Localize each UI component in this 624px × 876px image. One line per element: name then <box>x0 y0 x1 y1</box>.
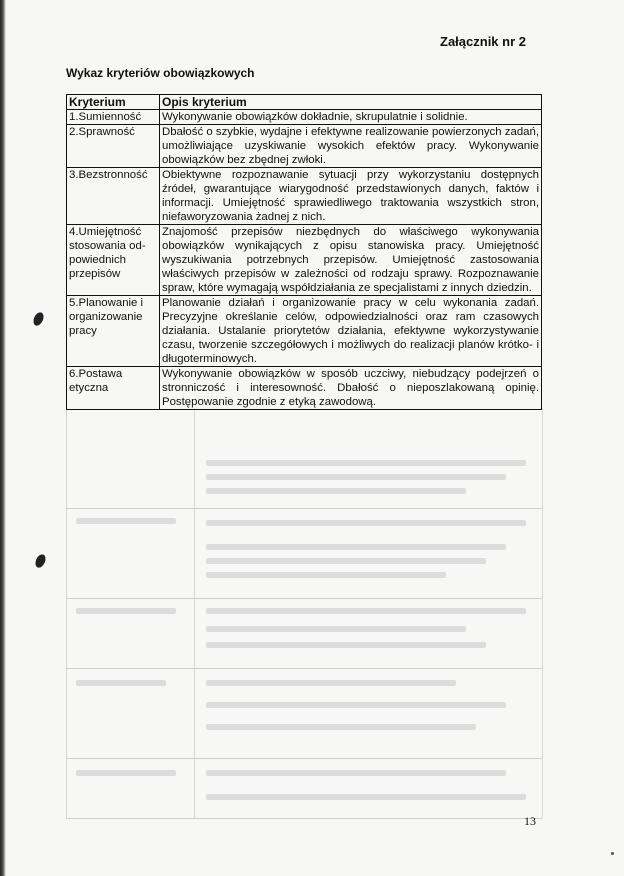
table-row <box>67 296 542 367</box>
punch-hole-mark <box>31 311 45 327</box>
table-row <box>67 125 542 168</box>
description-cell: Wykonywanie obowiązków w sposób uczciwy, niebudzący podejrzeń o stronniczość i interesowność. Dbałość o nieposzlakowaną opinię. Postępowanie zgodnie z etyką zawodową. <box>160 367 542 410</box>
description-cell: Wykonywanie obowiązków dokładnie, skrupulatnie i solidnie. <box>160 110 542 125</box>
description-cell: Obiektywne rozpoznawanie sytuacji przy wykorzystaniu dostępnych źródeł, gwarantujące wiarygodność przedstawionych danych, faktów i informacji. Umiejętność sprawiedliwego traktowania wszystkich stron, niefaworyzowania żadnej z nich. <box>160 168 542 225</box>
table-row <box>67 367 542 410</box>
table-header-row <box>67 95 542 110</box>
scan-speck <box>611 852 614 855</box>
criterion-cell: 3.Bezstronność <box>67 168 160 225</box>
header-criterion: Kryterium <box>67 95 160 110</box>
page-number: 13 <box>524 814 536 828</box>
criterion-cell: 1.Sumienność <box>67 110 160 125</box>
criterion-cell: 2.Sprawność <box>67 125 160 168</box>
criterion-cell: 6.Postawa etyczna <box>67 367 160 410</box>
punch-hole-mark <box>33 553 47 569</box>
criteria-table <box>66 94 542 410</box>
description-cell: Planowanie działań i organizowanie pracy w celu wykonania zadań. Precyzyjne określanie celów, odpowiedzialności oraz ram czasowych działania. Ustalanie priorytetów działania, efektywne wykorzystywanie czasu, tworzenie szczegółowych i możliwych do realizacji planów krótko- i długoterminowych. <box>160 296 542 367</box>
header-description: Opis kryterium <box>160 95 542 110</box>
scan-edge-shadow <box>0 0 6 876</box>
description-cell: Dbałość o szybkie, wydajne i efektywne realizowanie powierzonych zadań, umożliwiające uzyskiwanie wysokich efektów pracy. Wykonywanie obowiązków bez zbędnej zwłoki. <box>160 125 542 168</box>
attachment-label: Załącznik nr 2 <box>440 34 526 49</box>
bleed-through-background <box>66 408 542 828</box>
document-title: Wykaz kryteriów obowiązkowych <box>66 66 255 80</box>
table-row <box>67 225 542 296</box>
criterion-cell: 5.Planowanie i organizowanie pracy <box>67 296 160 367</box>
table-row <box>67 110 542 125</box>
description-cell: Znajomość przepisów niezbędnych do właściwego wykonywania obowiązków wynikających z opisu stanowiska pracy. Umiejętność wyszukiwania potrzebnych przepisów. Umiejętność zastosowania właściwych przepisów w zależności od rodzaju sprawy. Rozpoznawanie spraw, które wymagają współdziałania ze specjalistami z innych dziedzin. <box>160 225 542 296</box>
table-row <box>67 168 542 225</box>
criterion-cell: 4.Umiejętność stosowania od-powiednich przepisów <box>67 225 160 296</box>
